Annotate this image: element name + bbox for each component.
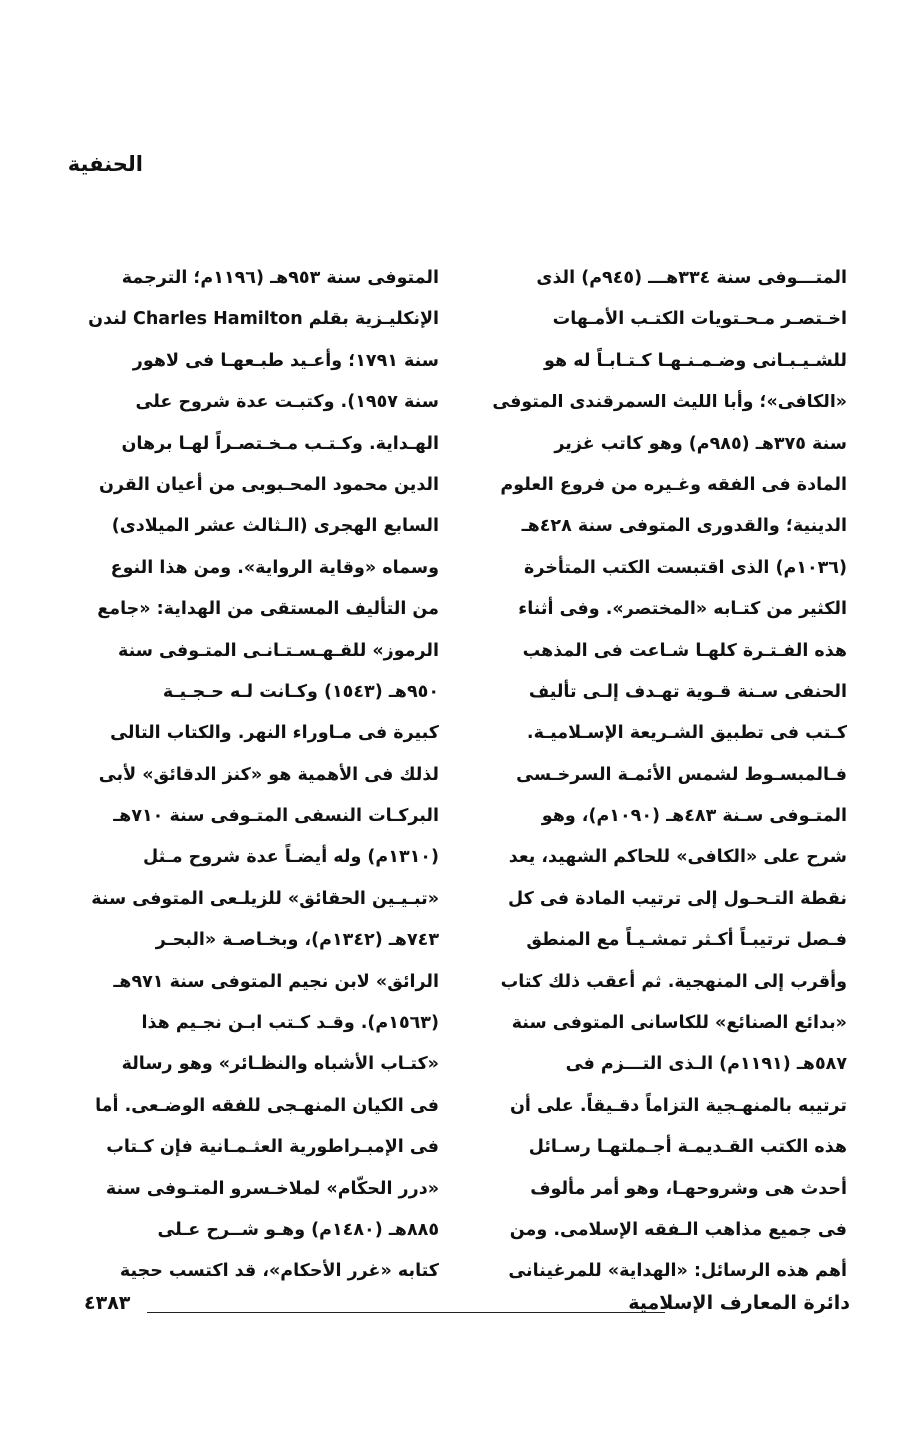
text-line: (١٥٦٣م). وقـد كـتب ابـن نجـيم هذا: [141, 1013, 439, 1034]
text-line: للشـيـبـانى وضـمـنـهـا كـتـابـاً له هو: [544, 350, 847, 371]
text-line: وسماه «وقاية الرواية». ومن هذا النوع: [110, 557, 439, 578]
publication-title: دائرة المعارف الإسلامية: [628, 1292, 850, 1314]
text-line: ٥٨٧هـ (١١٩١م) الـذى التـــزم فى: [565, 1054, 847, 1075]
text-line: نقطة التـحـول إلى ترتيب المادة فى كل: [508, 888, 847, 909]
text-line: (١٠٣٦م) الذى اقتبست الكتب المتأخرة: [524, 557, 847, 578]
text-line: «الكافى»؛ وأبا الليث السمرقندى المتوفى: [492, 392, 847, 413]
text-line: الكثير من كتـابه «المختصر». وفى أثناء: [518, 599, 847, 620]
text-line: هذه الفـتـرة كلهـا شـاعت فى المذهب: [522, 640, 847, 661]
footer-rule: [147, 1312, 665, 1313]
text-line: ٨٨٥هـ (١٤٨٠م) وهـو شــرح عـلى: [157, 1219, 439, 1240]
text-line: الهـداية. وكـتـب مـخـتصـراً لهـا برهان: [121, 433, 439, 454]
page-footer: [84, 1292, 850, 1322]
text-column-right: [492, 258, 847, 1293]
text-line: «بدائع الصنائع» للكاسانى المتوفى سنة: [511, 1013, 847, 1034]
text-line: ٧٤٣هـ (١٣٤٢م)، وبخـاصـة «البحـر: [155, 930, 439, 951]
text-line: كـتب فى تطبيق الشـريعة الإسـلاميـة.: [526, 723, 847, 744]
text-line: فى جميع مذاهب الـفقه الإسلامى. ومن: [509, 1219, 847, 1240]
page-number: ٤٣٨٣: [84, 1292, 131, 1314]
text-line: كبيرة فى مـاوراء النهر. والكتاب التالى: [110, 723, 439, 744]
text-line: الإنكليـزية بقلم Charles Hamilton لندن: [88, 309, 439, 330]
text-line: المتـوفى سـنة ٤٨٣هـ (١٠٩٠م)، وهو: [541, 806, 847, 827]
text-column-left: [84, 258, 439, 1293]
text-line: هذه الكتب القـديمـة أجـملتهـا رسـائل: [528, 1137, 847, 1158]
text-line: الدين محمود المحـبوبى من أعيان القرن: [98, 474, 439, 495]
text-line: من التأليف المستقى من الهداية: «جامع: [97, 599, 439, 620]
text-line: الرموز» للقـهـسـتـانـى المتـوفى سنة: [117, 640, 439, 661]
text-line: (١٣١٠م) وله أيضـاً عدة شروح مـثل: [142, 847, 439, 868]
text-line: اخـتصـر مـحـتويات الكتـب الأمـهات: [552, 309, 847, 330]
text-line: لذلك فى الأهمية هو «كنز الدقائق» لأبى: [98, 764, 439, 785]
text-line: «كتـاب الأشباه والنظـائر» وهو رسالة: [121, 1054, 439, 1075]
text-line: فـصل ترتيبـاً أكـثر تمشـيـاً مع المنطق: [526, 930, 847, 951]
text-line: أحدث هى وشروحهـا، وهو أمر مألوف: [530, 1178, 847, 1199]
text-line: سنة ٣٧٥هـ (٩٨٥م) وهو كاتب غزير: [554, 433, 847, 454]
text-line: فى الكيان المنهـجى للفقه الوضـعى. أما: [95, 1095, 439, 1116]
text-line: المادة فى الفقه وغـيره من فروع العلوم: [500, 474, 847, 495]
text-line: الحنفى سـنة قـوية تهـدف إلـى تأليف: [528, 681, 847, 702]
text-line: الرائق» لابن نجيم المتوفى سنة ٩٧١هـ: [113, 971, 439, 992]
text-line: الدينية؛ والقدورى المتوفى سنة ٤٢٨هـ: [521, 516, 847, 537]
text-line: ٩٥٠هـ (١٥٤٣) وكـانت لـه حـجـيـة: [162, 681, 439, 702]
text-line: السابع الهجرى (الـثالث عشر الميلادى): [111, 516, 439, 537]
text-line: فـالمبسـوط لشمس الأئمـة السرخـسى: [516, 764, 847, 785]
text-line: شرح على «الكافى» للحاكم الشهيد، يعد: [508, 847, 847, 868]
text-line: وأقرب إلى المنهجية. ثم أعقب ذلك كتاب: [500, 971, 847, 992]
text-line: سنة ١٧٩١؛ وأعـيد طبـعهـا فى لاهور: [132, 350, 439, 371]
text-line: أهم هذه الرسائل: «الهداية» للمرغينانى: [508, 1261, 847, 1282]
running-head-title: الحنفية: [67, 152, 143, 176]
text-line: ترتيبه بالمنهـجية التزاماً دقـيقاً. على أن: [509, 1095, 847, 1116]
text-line: «درر الحكّام» لملاخـسرو المتـوفى سنة: [105, 1178, 439, 1199]
text-line: البركـات النسفى المتـوفى سنة ٧١٠هـ: [113, 806, 439, 827]
text-line: «تبـيـين الحقائق» للزيلـعى المتوفى سنة: [91, 888, 439, 909]
text-line: سنة ١٩٥٧). وكتبـت عدة شروح على: [135, 392, 439, 413]
text-line: المتـــوفى سنة ٣٣٤هـــ (٩٤٥م) الذى: [536, 268, 847, 288]
text-line: كتابه «غرر الأحكام»، قد اكتسب حجية: [119, 1261, 439, 1282]
text-line: المتوفى سنة ٩٥٣هـ (١١٩٦م؛ الترجمة: [121, 268, 439, 288]
text-line: فى الإمبـراطورية العثـمـانية فإن كـتاب: [106, 1137, 439, 1158]
